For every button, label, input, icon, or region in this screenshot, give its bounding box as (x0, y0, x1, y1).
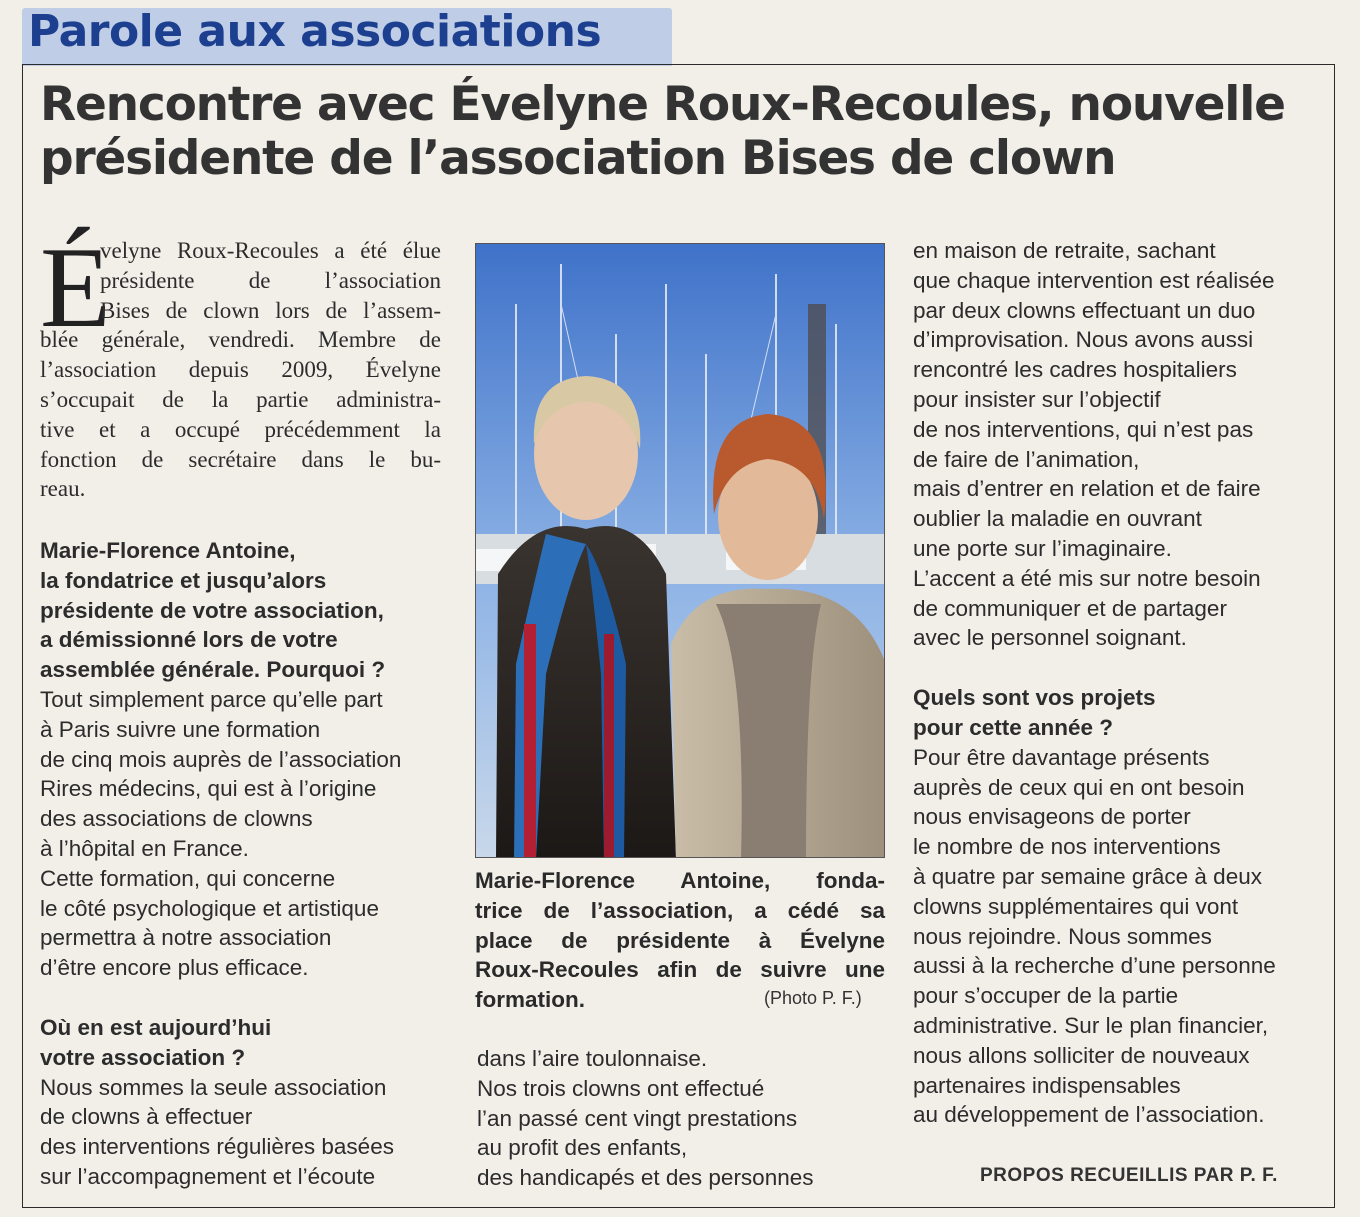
answer-line: de faire de l’animation, (913, 446, 1140, 472)
answer-line: nous rejoindre. Nous sommes (913, 923, 1212, 949)
answer-line: aussi à la recherche d’une personne (913, 953, 1276, 979)
intro-paragraph (100, 236, 441, 325)
caption-line: place de présidente à Évelyne (475, 927, 885, 953)
answer-line: mais d’entrer en relation et de faire (913, 476, 1261, 502)
answer-line: Rires médecins, qui est à l’origine (40, 776, 377, 802)
answer-line: au profit des enfants, (477, 1135, 688, 1161)
answer-line: Nous sommes la seule association (40, 1074, 387, 1100)
question-line: Quels sont vos projets (913, 685, 1156, 711)
article-signature: PROPOS RECUEILLIS PAR P. F. (980, 1165, 1278, 1186)
answer-line: des handicapés et des personnes (477, 1165, 814, 1191)
answer-line: administrative. Sur le plan financier, (913, 1012, 1269, 1038)
intro-line: présidente de l’association (100, 267, 441, 293)
intro-line: tive et a occupé précédemment la (40, 416, 441, 442)
question-line: assemblée générale. Pourquoi ? (40, 657, 386, 683)
answer-line: oublier la maladie en ouvrant (913, 506, 1202, 532)
intro-line: s’occupait de la partie administra- (40, 386, 441, 412)
answer-line: nous envisageons de porter (913, 804, 1191, 830)
caption-line: formation. (475, 987, 585, 1013)
answer-line: permettra à notre association (40, 925, 332, 951)
question-line: a démissionné lors de votre (40, 627, 338, 653)
headline-line-1: Rencontre avec Évelyne Roux-Recoules, nouvelle (40, 77, 1285, 132)
intro-paragraph-cont (40, 325, 441, 504)
answer-line: sur l’accompagnement et l’écoute (40, 1163, 376, 1189)
intro-line: l’association depuis 2009, Évelyne (40, 357, 441, 383)
headline-line-2: présidente de l’association Bises de clown (40, 131, 1116, 186)
answer-line: auprès de ceux qui en ont besoin (913, 774, 1245, 800)
column-2-text (477, 1044, 887, 1193)
answer-line: de clowns à effectuer (40, 1104, 253, 1130)
intro-line: velyne Roux-Recoules a été élue (100, 238, 441, 263)
photo-illustration (476, 244, 885, 858)
answer-line: Pour être davantage présents (913, 744, 1210, 770)
article-photo (475, 243, 885, 858)
question-line: Marie-Florence Antoine, (40, 538, 296, 563)
answer-line: avec le personnel soignant. (913, 625, 1187, 651)
answer-line: Cette formation, qui concerne (40, 865, 336, 891)
question-line: pour cette année ? (913, 714, 1114, 740)
intro-line: Bises de clown lors de l’assem- (100, 297, 441, 323)
intro-line: fonction de secrétaire dans le bu- (40, 446, 441, 472)
column-3-text (913, 236, 1323, 1130)
answer-line: de cinq mois auprès de l’association (40, 746, 402, 772)
rubric-title: Parole aux associations (28, 6, 602, 57)
answer-line: de communiquer et de partager (913, 595, 1227, 621)
answer-line: des interventions régulières basées (40, 1134, 394, 1160)
question-line: présidente de votre association, (40, 597, 384, 623)
caption-line: Marie-Florence Antoine, fonda- (475, 868, 885, 893)
answer-line: de nos interventions, qui n’est pas (913, 416, 1254, 442)
article-headline (40, 78, 1330, 186)
question-line: la fondatrice et jusqu’alors (40, 567, 327, 593)
answer-line: le côté psychologique et artistique (40, 895, 379, 921)
answer-line: à Paris suivre une formation (40, 716, 321, 742)
answer-line: clowns supplémentaires qui vont (913, 893, 1239, 919)
answer-line: nous allons solliciter de nouveaux (913, 1042, 1250, 1068)
answer-line: par deux clowns effectuant un duo (913, 297, 1256, 323)
answer-line: à quatre par semaine grâce à deux (913, 863, 1262, 889)
intro-line: reau. (40, 476, 86, 502)
answer-line: des associations de clowns (40, 806, 313, 832)
answer-line: l’an passé cent vingt prestations (477, 1105, 798, 1131)
question-line: Où en est aujourd’hui (40, 1014, 272, 1040)
photo-credit: (Photo P. F.) (764, 988, 862, 1008)
answer-line: dans l’aire toulonnaise. (477, 1046, 708, 1071)
answer-line: Tout simplement parce qu’elle part (40, 686, 383, 712)
answer-line: au développement de l’association. (913, 1102, 1265, 1128)
answer-line: le nombre de nos interventions (913, 834, 1221, 860)
question-line: votre association ? (40, 1044, 246, 1070)
answer-line: d’improvisation. Nous avons aussi (913, 327, 1254, 353)
caption-line: Roux-Recoules afin de suivre une (475, 957, 885, 983)
answer-line: en maison de retraite, sachant (913, 238, 1216, 263)
answer-line: pour s’occuper de la partie (913, 983, 1179, 1009)
answer-line: L’accent a été mis sur notre besoin (913, 565, 1261, 591)
answer-line: partenaires indispensables (913, 1072, 1181, 1098)
drop-cap: É (40, 224, 111, 352)
answer-line: d’être encore plus efficace. (40, 955, 309, 981)
section-rubric (22, 8, 672, 66)
answer-line: rencontré les cadres hospitaliers (913, 357, 1237, 383)
answer-line: que chaque intervention est réalisée (913, 267, 1275, 293)
answer-line: une porte sur l’imaginaire. (913, 535, 1172, 561)
column-1-interview (40, 536, 450, 1192)
answer-line: pour insister sur l’objectif (913, 386, 1161, 412)
intro-line: blée générale, vendredi. Membre de (40, 327, 441, 353)
answer-line: Nos trois clowns ont effectué (477, 1075, 765, 1101)
caption-line: trice de l’association, a cédé sa (475, 897, 885, 923)
answer-line: à l’hôpital en France. (40, 835, 249, 861)
